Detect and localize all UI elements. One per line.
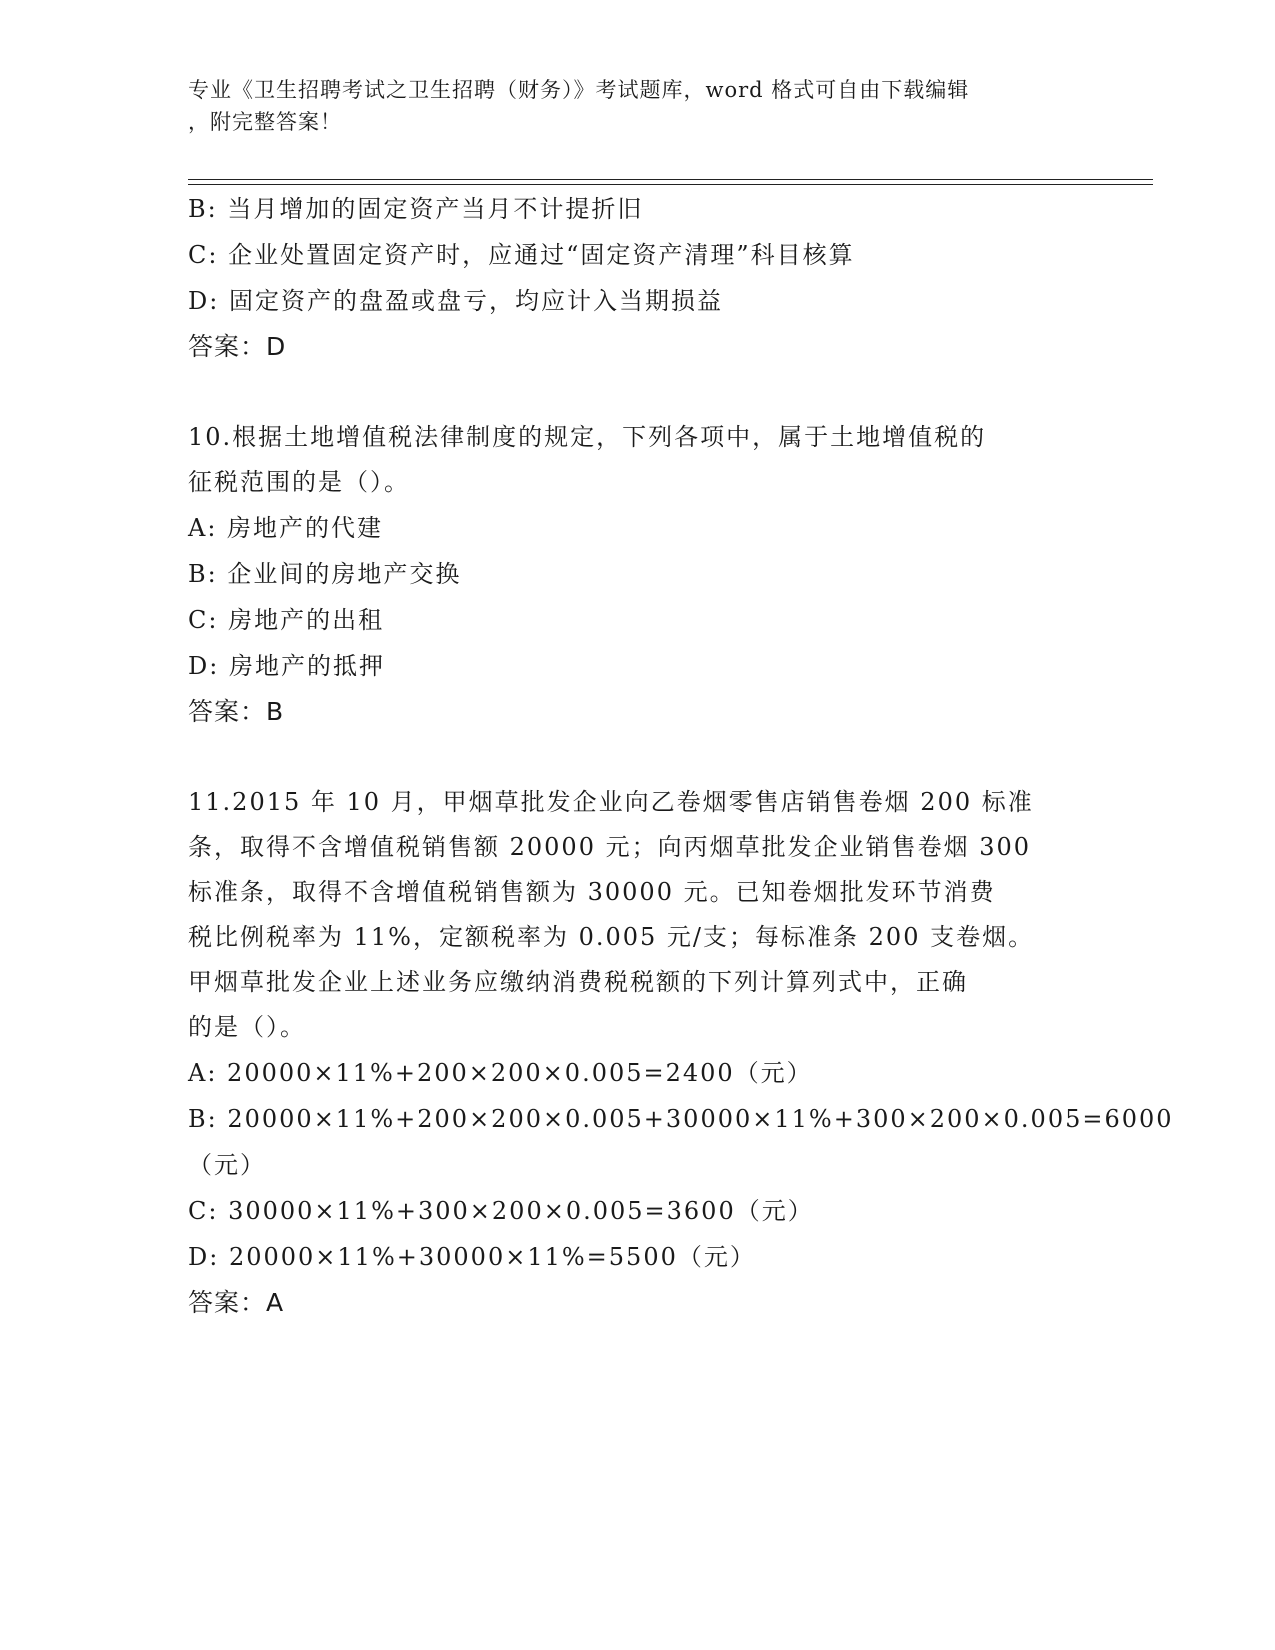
q11-stem-line-3: 标准条，取得不含增值税销售额为 30000 元。已知卷烟批发环节消费: [188, 878, 996, 906]
q10-option-a: A: 房地产的代建: [188, 514, 384, 542]
question-10: [188, 415, 1088, 735]
q10-option-c: C: 房地产的出租: [188, 606, 385, 634]
q11-stem-line-1: 11.2015 年 10 月，甲烟草批发企业向乙卷烟零售店销售卷烟 200 标准: [188, 788, 1034, 816]
q11-stem-line-6: 的是（）。: [188, 1013, 306, 1041]
question-11: [188, 780, 1174, 1326]
header-divider-bottom: [188, 184, 1153, 185]
q10-option-d: D: 房地产的抵押: [188, 652, 385, 680]
header-divider-top: [188, 179, 1153, 180]
header-line-1: 专业《卫生招聘考试之卫生招聘（财务）》考试题库，word 格式可自由下载编辑: [188, 78, 970, 102]
q10-stem-line-2: 征税范围的是（）。: [188, 468, 410, 496]
q11-option-c: C: 30000×11%+300×200×0.005=3600（元）: [188, 1197, 814, 1225]
q11-option-b-line-2: （元）: [188, 1151, 266, 1179]
q9-option-c: C: 企业处置固定资产时，应通过“固定资产清理”科目核算: [188, 241, 855, 269]
question-9-tail: [188, 186, 1088, 370]
spacer: [188, 370, 1088, 415]
q10-stem-line-1: 10.根据土地增值税法律制度的规定，下列各项中，属于土地增值税的: [188, 423, 987, 451]
q11-stem-line-5: 甲烟草批发企业上述业务应缴纳消费税税额的下列计算列式中，正确: [188, 968, 968, 996]
document-header: [188, 74, 1068, 138]
question-content: [188, 186, 1174, 1326]
q11-answer: 答案：A: [188, 1288, 285, 1317]
q11-stem-line-2: 条，取得不含增值税销售额 20000 元；向丙烟草批发企业销售卷烟 300: [188, 833, 1032, 861]
q9-answer: 答案：D: [188, 332, 287, 361]
header-line-2: ，附完整答案！: [188, 110, 342, 134]
q10-option-b: B: 企业间的房地产交换: [188, 560, 462, 588]
q10-answer: 答案：B: [188, 697, 285, 726]
q11-option-d: D: 20000×11%+30000×11%=5500（元）: [188, 1243, 756, 1271]
q11-option-a: A: 20000×11%+200×200×0.005=2400（元）: [188, 1059, 813, 1087]
q11-stem-line-4: 税比例税率为 11%，定额税率为 0.005 元/支；每标准条 200 支卷烟。: [188, 923, 1035, 951]
q9-option-d: D: 固定资产的盘盈或盘亏，均应计入当期损益: [188, 287, 723, 315]
q9-option-b: B: 当月增加的固定资产当月不计提折旧: [188, 195, 644, 223]
q11-option-b-line-1: B: 20000×11%+200×200×0.005+30000×11%+300×200×0.005=6000: [188, 1105, 1174, 1133]
spacer: [188, 735, 1088, 780]
